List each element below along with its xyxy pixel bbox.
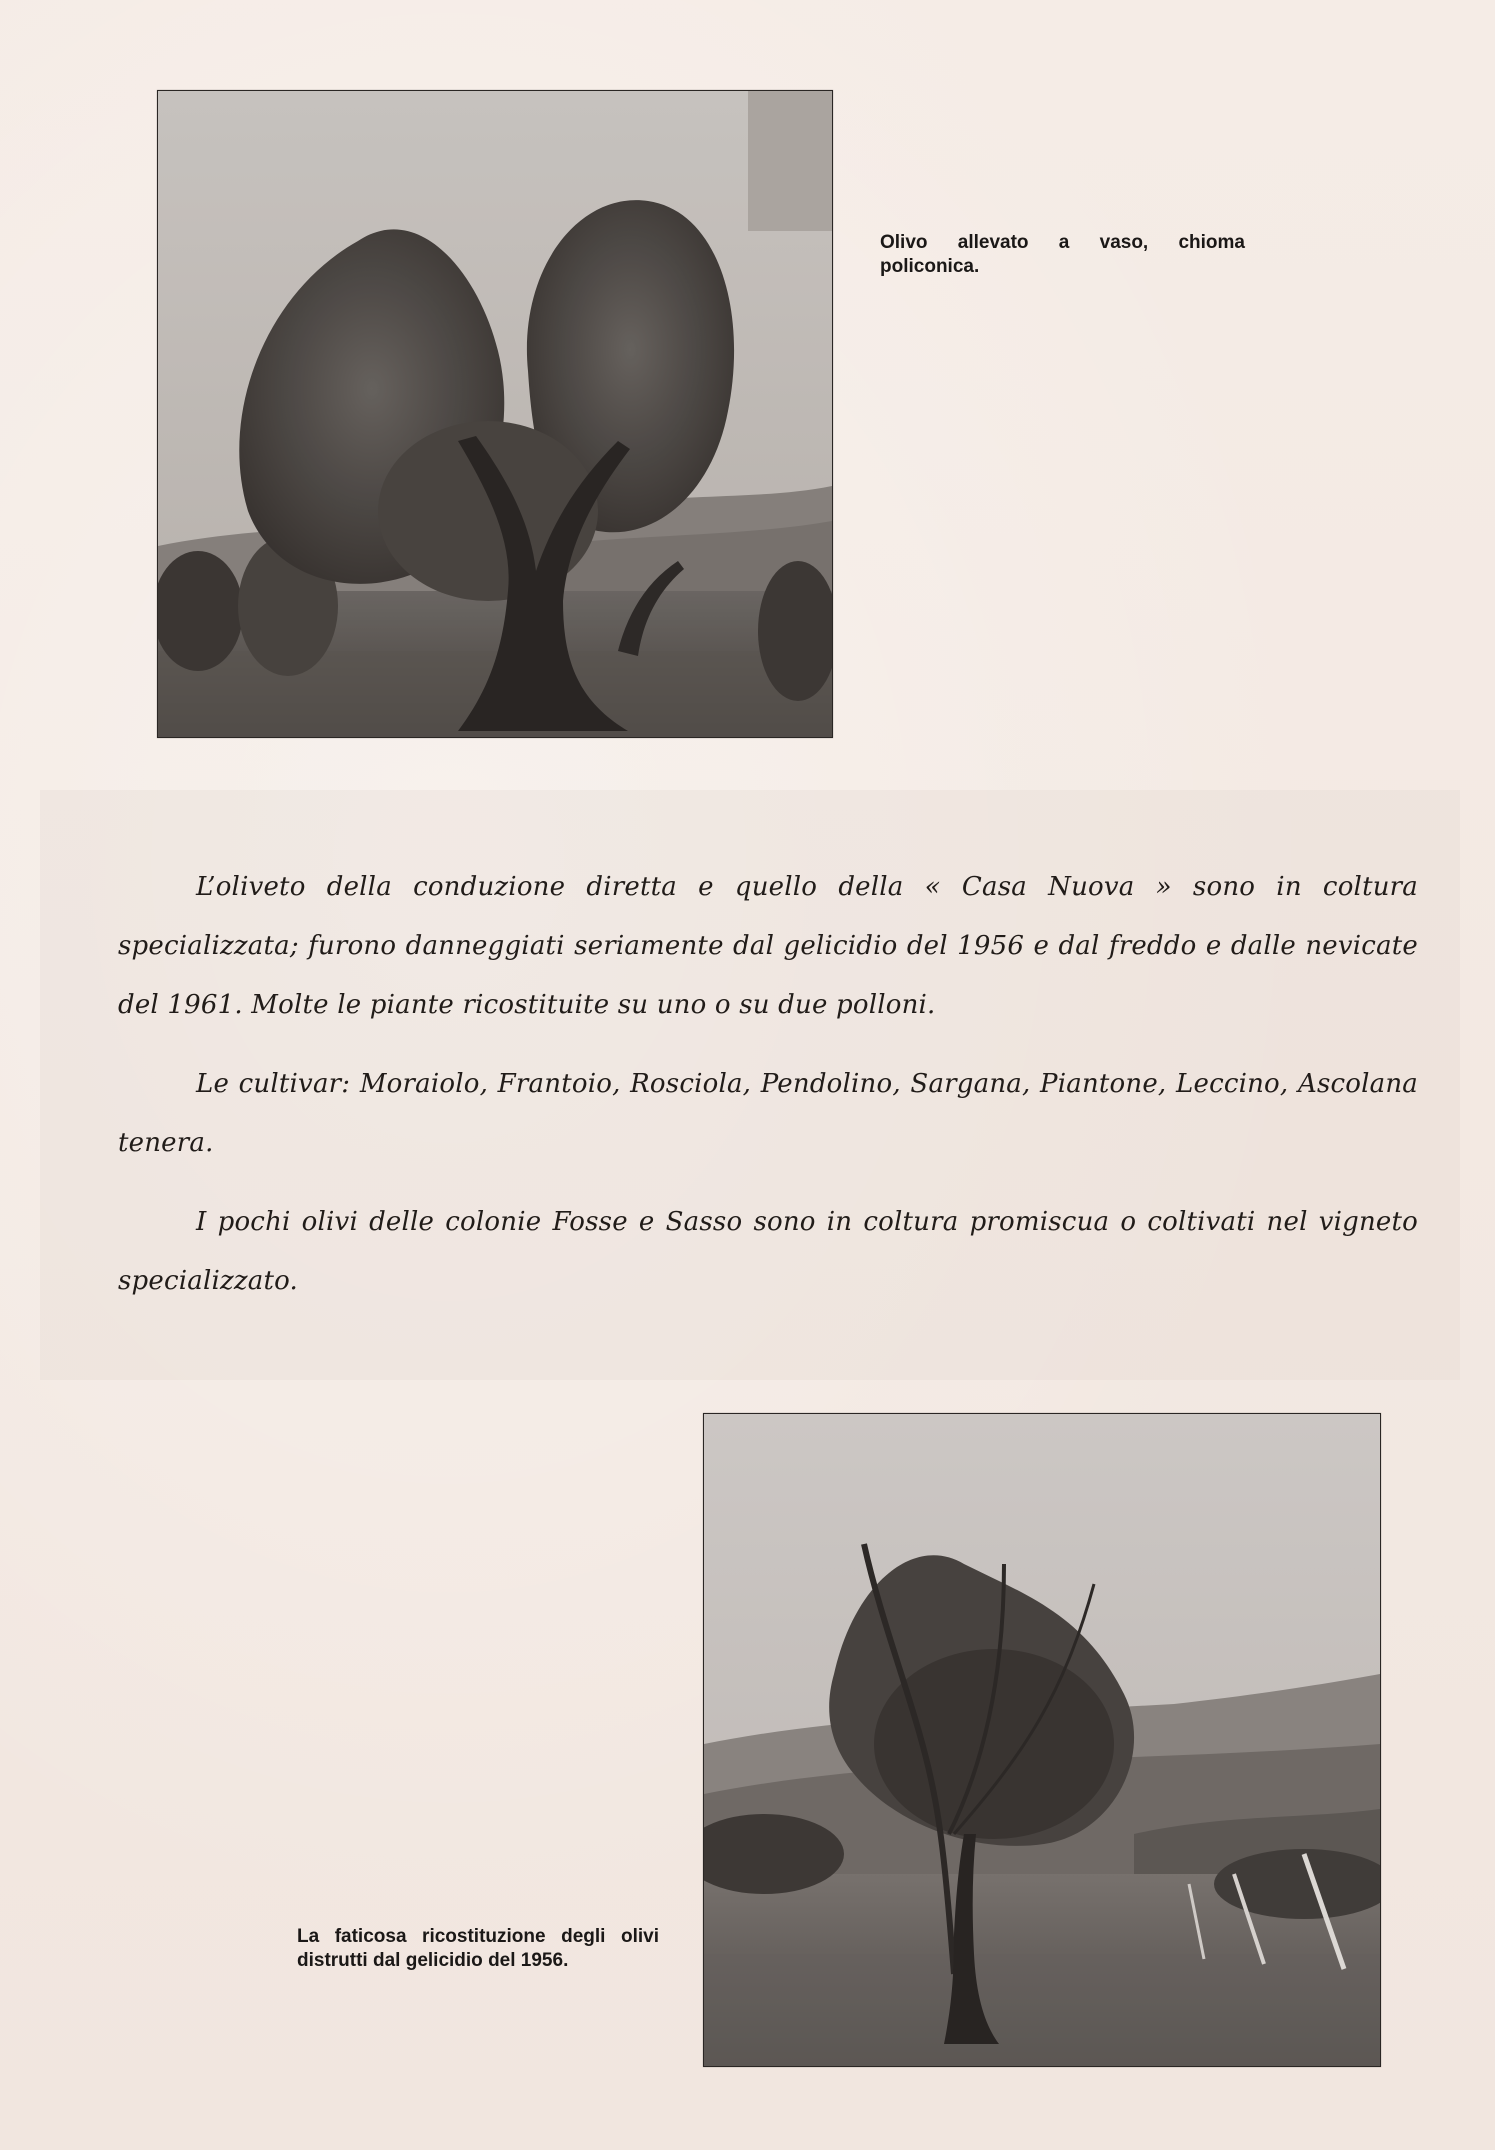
olive-tree-photo-top: [157, 90, 833, 738]
caption-bottom: La faticosa ricostituzione degli olivi distrutti dal gelicidio del 1956.: [297, 1926, 659, 1971]
body-text: [118, 858, 1418, 1331]
paragraph-1: L’oliveto della conduzione diretta e quello della « Casa Nuova » sono in coltura specializzata; furono danneggiati seriamente dal gelicidio del 1956 e dal freddo e dalle nevicate del 1961. Molte le piante ricostituite su uno o su due polloni.: [118, 872, 1418, 1020]
caption-top: Olivo allevato a vaso, chioma policonica.: [880, 232, 1245, 277]
olive-tree-photo-bottom: [703, 1413, 1381, 2067]
paragraph-2: Le cultivar: Moraiolo, Frantoio, Rosciola, Pendolino, Sargana, Piantone, Leccino, Ascolana tenera.: [118, 1069, 1418, 1158]
paragraph-3: I pochi olivi delle colonie Fosse e Sasso sono in coltura promiscua o coltivati nel vigneto specializzato.: [118, 1207, 1418, 1296]
olive-tree-vase-photo-icon: [158, 91, 832, 737]
young-olive-tree-photo-icon: [704, 1414, 1380, 2066]
